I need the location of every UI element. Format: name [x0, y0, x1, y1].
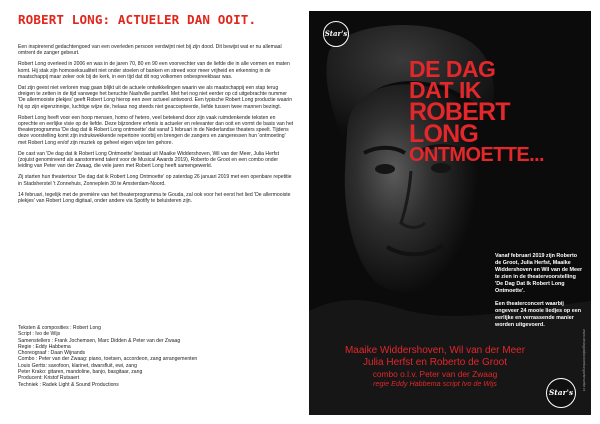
credit-line: Peter Krako: gitaren, mandoline, banjo, basgitaar, zang	[18, 369, 143, 376]
article-paragraph: Dat zijn geest niet verloren mag gaan blijkt uit de actuele ontwikkelingen waarin we als maatschappij een stap terug dreigen te zetten in de tijd vanwege het beruchte Nashville pamflet. Met het nog niet eerder op cd uitgebrachte nummer 'De allermooiste plekjes' geeft Robert Long hierop een zeer actueel antwoord. Een typische Robert Long productie waarin hij op zijn eigenzinnige, luchtige wijze de, helaas nog steeds niet geaccepteerde, liefde tussen twee mannen bezingt.	[18, 85, 293, 110]
stars-logo-bottom: Star's	[546, 378, 576, 408]
cast-line: Maaike Widdershoven, Wil van der Meer	[344, 345, 526, 356]
website-vertical-text: www.dedagdatikrobertlongontmoette.nl	[582, 329, 586, 392]
article-paragraph: Zij starten hun theatertour 'De dag dat ik Robert Long Ontmoette' op zaterdag 26 januari 2019 met een openbare repetitie in Stadsherstel 't Zonnehuis, Zonneplein 30 te Amsterdam-Noord.	[18, 174, 292, 187]
article-title: ROBERT LONG: ACTUELER DAN OOIT.	[18, 12, 257, 27]
show-poster	[309, 11, 591, 415]
credit-line: Choreograaf : Daan Wijnands	[18, 350, 86, 357]
description-paragraph: Vanaf februari 2019 zijn Roberto de Groot, Julia Herfst, Maaike Widdershoven en Wil van de Meer te zien in de theatervoorstelling 'De Dag Dat Ik Robert Long Ontmoette'.	[495, 253, 583, 294]
article-paragraph: De cast van 'De dag dat ik Robert Long Ontmoette' bestaat uit Maaike Widdershoven, Wil van der Meer, Julia Herfst (zojuist genomineerd als aanstormend talent voor de Musical Awards 2019), Roberto de Groot en een combo onder leiding van Peter van der Zwaag, die vele jaren met Robert Long heeft samengewerkt.	[18, 150, 280, 170]
article-paragraph: Robert Long heeft voor een hoop mensen, homo of hetero, veel betekend door zijn vaak ruimdenkende teksten en oprechte en eerlijke visie op de liefde. Deze bijzondere erfenis is actueler en relevanter dan ooit en vormt de basis van het theaterprogramma 'De dag dat ik Robert Long ontmoette' dat vanaf 1 februari in de Nederlandse theaters speelt. Tijdens deze voorstelling komt zijn indrukwekkende repertoire voorbij en brengen de zangers en zangeressen hun 'ontmoeting' met Robert Long en/of zijn muziek op geheel eigen wijze ten gehore.	[18, 114, 294, 146]
poster-headline	[409, 56, 589, 166]
headline-line: ONTMOETTE...	[409, 144, 545, 166]
credits-list	[18, 325, 294, 388]
article-paragraph: 14 februari, tegelijk met de première van het theaterprogramma te Gouda, zal ook voor het eerst het lied 'De allermooiste plekjes' van Robert Long digitaal, onder andere via Spotify te beluisteren zijn.	[18, 191, 291, 205]
credit-line: Producent: Kristof Rutsaert	[18, 375, 80, 382]
article-paragraph: Een inspirerend gedachtengoed van een overleden persoon verdwijnt niet bij zijn dood. Dit bewijst wat er nu allemaal omtrent de zanger gebeurt.	[18, 44, 282, 57]
cast-line: regie Eddy Habbema script Ivo de Wijs	[373, 379, 497, 388]
article-body	[18, 44, 294, 209]
credit-line: Script : Ivo de Wijs	[18, 331, 61, 338]
headline-line: DAT IK	[409, 77, 481, 103]
cast-line: combo o.l.v. Peter van der Zwaag	[372, 369, 498, 379]
credit-line: Louis Gertts: saxofoon, klarinet, dwarsfluit, ewi, zang	[18, 362, 137, 369]
credit-line: Teksten & composities : Robert Long	[18, 325, 101, 331]
poster-description	[495, 253, 583, 336]
article-paragraph: Robert Long overleed in 2006 en was in de jaren 70, 80 en 90 een voorvechter van de liefde die in alle vormen en maten komt. Hij stak zijn homoseksualiteit niet onder stoelen of banken en streed voor meer vrijheid en erkenning in de maatschappij maar zeker ook bij de kerk, in een tijd dat dit nog volkomen onbespreekbaar was.	[18, 61, 290, 80]
headline-line: DE DAG	[409, 56, 496, 82]
poster-cast	[317, 345, 553, 388]
credit-line: Samenstellers : Frank Jochemsen, Marc Didden & Peter van der Zwaag	[18, 337, 181, 344]
headline-line: LONG	[409, 120, 479, 148]
headline-line: ROBERT	[409, 98, 510, 126]
description-paragraph: Een theaterconcert waarbij ongeveer 24 mooie liedjes op een eerlijke en verrassende manier worden uitgevoerd.	[495, 301, 581, 329]
cast-line: Julia Herfst en Roberto de Groot	[363, 357, 507, 368]
stars-logo: Star's	[323, 21, 349, 47]
credit-line: Combo : Peter van der Zwaag: piano, toetsen, accordeon, zang arrangementen	[18, 356, 198, 363]
credit-line: Regie : Eddy Habbema	[18, 343, 71, 350]
credit-line: Techniek : Radek Light & Sound Productions	[18, 381, 119, 388]
